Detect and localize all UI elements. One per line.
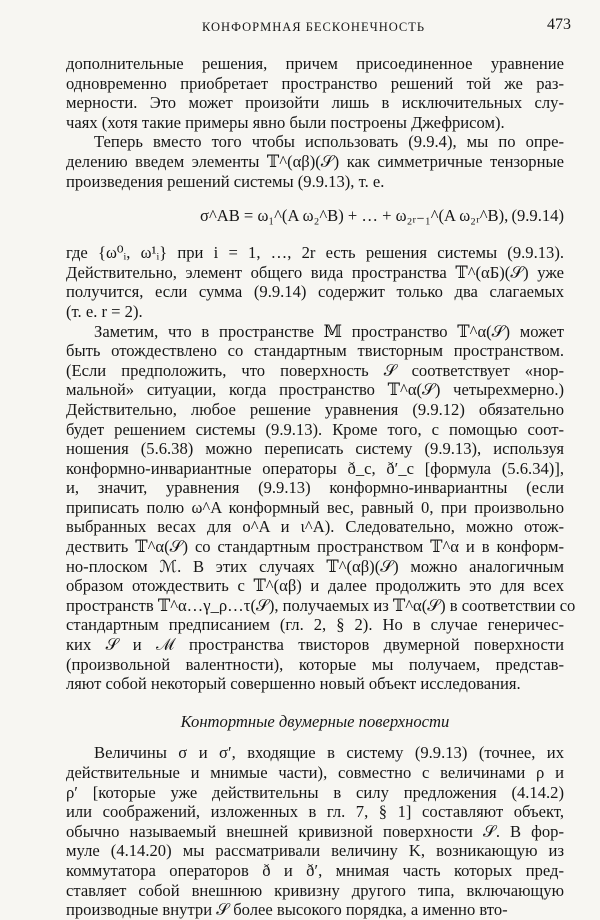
paragraph-4 [66,321,576,694]
text-line: образом отождествить с 𝕋^(αβ) и далее продолжить это для всех [66,576,564,596]
text-line: действительные и мнимые части), совместно с величинами ρ и [66,763,564,782]
text-line: конформно-инвариантные операторы ð_c, ð′_c [формула (5.6.34)], [66,458,564,478]
text-line: одновременно приобретает пространство решений той же раз- [66,73,564,93]
text-line: Действительно, элемент общего вида пространства 𝕋^(αБ)(𝒮) уже [66,262,564,282]
text-line: и, значит, уравнения (9.9.13) конформно-инвариантны (если [66,478,564,498]
text-line: производные внутри 𝒮 более высокого порядка, а именно вто- [66,900,508,920]
page-body [66,54,576,920]
text-line: стандартным предписанием (гл. 2, § 2). Но в случае генеричес- [66,615,564,635]
text-line: (произвольной валентности), которые мы получаем, представ- [66,654,564,674]
text-line: ких 𝒮 и ℳ пространства твисторов двумерной поверхности [66,635,564,655]
text-line: дополнительные решения, причем присоединенное уравнение [66,54,564,73]
paragraph-5 [66,743,564,919]
text-line: Величины σ и σ′, входящие в систему (9.9.13) (точнее, их [94,743,564,763]
text-line: но-плоском ℳ. В этих случаях 𝕋^(αβ)(𝒮) можно аналогичным [66,556,564,576]
text-line: Теперь вместо того чтобы использовать (9.9.4), мы по опре- [94,132,564,152]
text-line: чаях (хотя такие примеры явно были построены Джефрисом). [66,112,505,132]
text-line: муле (4.14.20) мы рассматривали величину K, возникающую из [66,841,564,861]
text-line: произведения решений системы (9.9.13), т. е. [66,171,385,191]
section-heading: Контортные двумерные поверхности [180,711,450,731]
text-line: коммутатора операторов ð и ð′, мнимая часть которых пред- [66,860,564,880]
text-line: ставляет собой внешнюю кривизну другого типа, включающую [66,880,564,900]
text-line: ρ′ [которые уже действительны в силу предложения (4.14.2) [66,782,564,802]
text-line: Заметим, что в пространстве 𝕄 пространство 𝕋^α(𝒮) может [94,321,564,341]
text-line: Действительно, любое решение уравнения (9.9.12) обязательно [66,399,564,419]
text-line: (т. е. r = 2). [66,301,143,321]
text-line: где {ω⁰ᵢ, ω¹ᵢ} при i = 1, …, 2r есть решения системы (9.9.13). [66,243,564,263]
text-line: ношения (5.6.38) можно переписать систему (9.9.13), используя [66,439,564,459]
paragraph-2 [66,132,564,191]
equation-number: (9.9.14) [511,206,564,226]
text-line: обычно называемый внешней кривизной поверхности 𝒮. В фор- [66,821,564,841]
text-line: пространств 𝕋^α…γ_ρ…τ(𝒮), получаемых из 𝕋^α(𝒮) в соответствии со [66,595,576,615]
equation-text: σ^AB = ω₁^(A ω₂^B) + … + ω₂ᵣ₋₁^(A ω₂ᵣ^B), [200,206,509,226]
text-line: быть отождествлено со стандартным твисторным пространством. [66,341,564,361]
text-line: получится, если сумма (9.9.14) содержит только два слагаемых [66,282,564,302]
text-line: приписать полю ω^A конформный вес, равный 0, при произвольно [66,497,564,517]
text-line: мерности. Это может произойти лишь в исключительных слу- [66,93,564,113]
text-line: делению введем элементы 𝕋^(αβ)(𝒮) как симметричные тензорные [66,151,564,171]
text-line: будет решением системы (9.9.13). Кроме того, с помощью соот- [66,419,564,439]
text-line: ляют собой некоторый совершенно новый объект исследования. [66,674,521,694]
text-line: дествить 𝕋^α(𝒮) со стандартным пространством 𝕋^α и в конформ- [66,537,564,557]
running-header: КОНФОРМНАЯ БЕСКОНЕЧНОСТЬ [202,20,426,34]
page-number: 473 [547,16,571,33]
text-line: мальной» ситуации, когда пространство 𝕋^α(𝒮) четырехмерно.) [66,380,564,400]
paragraph-1 [66,54,564,132]
text-line: (Если предположить, что поверхность 𝒮 соответствует «нор- [66,360,564,380]
equation-9-9-14 [66,195,564,237]
text-line: выбранных весах для o^A и ι^A). Следовательно, можно отож- [66,517,564,537]
text-line: или соображений, изложенных в гл. 7, § 1] составляют объект, [66,802,564,822]
paragraph-3 [66,243,564,321]
